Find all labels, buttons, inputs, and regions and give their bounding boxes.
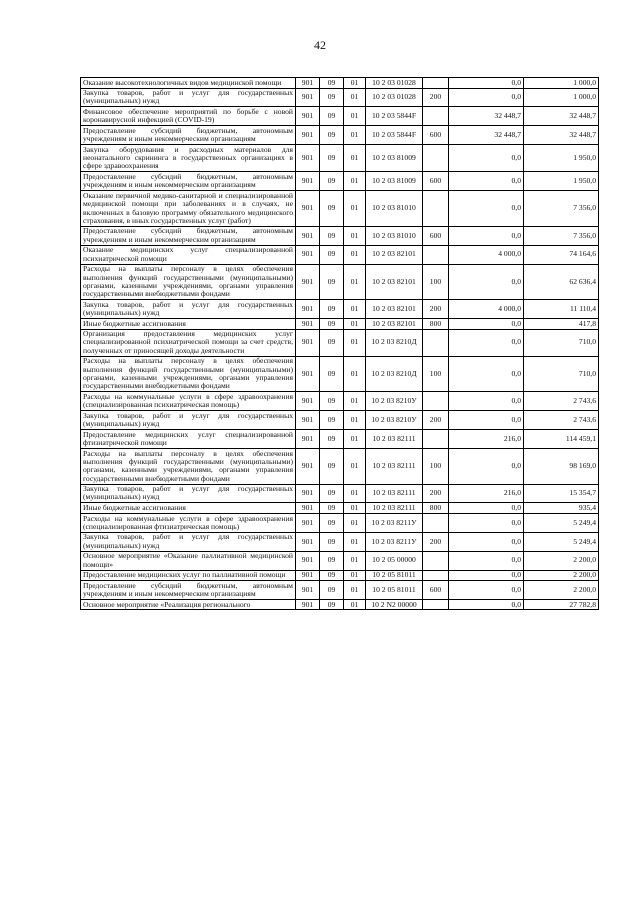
row-amount-total-cell: 1 950,0	[524, 172, 599, 191]
row-expense-type-cell: 100	[423, 356, 449, 392]
row-amount-change-cell: 0,0	[449, 78, 524, 89]
row-amount-change-cell: 32 448,7	[449, 126, 524, 145]
row-target-article-cell: 10 2 03 01028	[366, 78, 423, 89]
row-subsection-cell: 01	[344, 329, 366, 356]
row-expense-type-cell	[423, 599, 449, 610]
row-grbs-cell: 901	[296, 329, 320, 356]
row-amount-total-cell: 2 200,0	[524, 581, 599, 600]
row-name-cell: Основное мероприятие «Реализация регионального	[81, 599, 296, 610]
row-grbs-cell: 901	[296, 570, 320, 581]
table-row	[81, 570, 599, 581]
row-name-cell: Закупка оборудования и расходных материалов для неонатального скрининга в государственных организациях в сфере здравоохранения	[81, 145, 296, 172]
table-row	[81, 172, 599, 191]
row-grbs-cell: 901	[296, 356, 320, 392]
row-amount-change-cell: 32 448,7	[449, 107, 524, 126]
row-amount-change-cell: 0,0	[449, 226, 524, 245]
row-subsection-cell: 01	[344, 448, 366, 484]
row-section-cell: 09	[320, 532, 344, 551]
row-amount-total-cell: 1 000,0	[524, 78, 599, 89]
row-subsection-cell: 01	[344, 191, 366, 227]
row-grbs-cell: 901	[296, 145, 320, 172]
row-target-article-cell: 10 2 05 00000	[366, 551, 423, 570]
table-row	[81, 126, 599, 145]
row-amount-total-cell: 11 110,4	[524, 300, 599, 319]
row-section-cell: 09	[320, 264, 344, 300]
row-amount-change-cell: 0,0	[449, 532, 524, 551]
row-subsection-cell: 01	[344, 430, 366, 449]
table-row	[81, 503, 599, 514]
row-grbs-cell: 901	[296, 245, 320, 264]
row-subsection-cell: 01	[344, 88, 366, 107]
row-expense-type-cell: 200	[423, 532, 449, 551]
row-name-cell: Закупка товаров, работ и услуг для государственных (муниципальных) нужд	[81, 411, 296, 430]
row-name-cell: Расходы на коммунальные услуги в сфере здравоохранения (специализированная фтизиатрическая помощь)	[81, 513, 296, 532]
row-name-cell: Предоставление субсидий бюджетным, автономным учреждениям и иным некоммерческим организациям	[81, 126, 296, 145]
row-expense-type-cell: 800	[423, 319, 449, 330]
row-name-cell: Закупка товаров, работ и услуг для государственных (муниципальных) нужд	[81, 484, 296, 503]
row-amount-total-cell: 15 354,7	[524, 484, 599, 503]
row-amount-change-cell: 0,0	[449, 392, 524, 411]
row-section-cell: 09	[320, 570, 344, 581]
row-target-article-cell: 10 2 03 82101	[366, 245, 423, 264]
row-grbs-cell: 901	[296, 226, 320, 245]
row-section-cell: 09	[320, 107, 344, 126]
row-amount-change-cell: 0,0	[449, 513, 524, 532]
row-section-cell: 09	[320, 599, 344, 610]
row-amount-change-cell: 0,0	[449, 319, 524, 330]
row-amount-change-cell: 0,0	[449, 356, 524, 392]
row-expense-type-cell	[423, 78, 449, 89]
row-amount-total-cell: 935,4	[524, 503, 599, 514]
row-expense-type-cell: 200	[423, 411, 449, 430]
row-subsection-cell: 01	[344, 300, 366, 319]
row-section-cell: 09	[320, 245, 344, 264]
row-grbs-cell: 901	[296, 581, 320, 600]
row-target-article-cell: 10 2 03 82101	[366, 300, 423, 319]
row-amount-total-cell: 62 636,4	[524, 264, 599, 300]
table-row	[81, 484, 599, 503]
row-amount-total-cell: 7 356,0	[524, 191, 599, 227]
row-section-cell: 09	[320, 172, 344, 191]
row-grbs-cell: 901	[296, 599, 320, 610]
row-subsection-cell: 01	[344, 245, 366, 264]
row-grbs-cell: 901	[296, 503, 320, 514]
table-row	[81, 88, 599, 107]
row-target-article-cell: 10 2 03 81010	[366, 191, 423, 227]
row-section-cell: 09	[320, 430, 344, 449]
row-amount-change-cell: 0,0	[449, 503, 524, 514]
row-amount-total-cell: 114 459,1	[524, 430, 599, 449]
row-expense-type-cell	[423, 329, 449, 356]
row-grbs-cell: 901	[296, 484, 320, 503]
table-row	[81, 430, 599, 449]
row-amount-change-cell: 0,0	[449, 570, 524, 581]
row-amount-change-cell: 0,0	[449, 448, 524, 484]
table-row	[81, 581, 599, 600]
row-name-cell: Оказание медицинских услуг специализированной психиатрической помощи	[81, 245, 296, 264]
row-target-article-cell: 10 2 03 8211У	[366, 513, 423, 532]
row-grbs-cell: 901	[296, 448, 320, 484]
row-target-article-cell: 10 2 03 5844F	[366, 126, 423, 145]
table-row	[81, 145, 599, 172]
row-subsection-cell: 01	[344, 107, 366, 126]
row-section-cell: 09	[320, 503, 344, 514]
row-target-article-cell: 10 2 N2 00000	[366, 599, 423, 610]
row-grbs-cell: 901	[296, 430, 320, 449]
row-target-article-cell: 10 2 03 8210Д	[366, 329, 423, 356]
table-row	[81, 551, 599, 570]
row-amount-change-cell: 0,0	[449, 172, 524, 191]
row-amount-total-cell: 32 448,7	[524, 107, 599, 126]
row-grbs-cell: 901	[296, 532, 320, 551]
row-amount-total-cell: 7 356,0	[524, 226, 599, 245]
row-expense-type-cell: 200	[423, 88, 449, 107]
row-subsection-cell: 01	[344, 172, 366, 191]
row-amount-total-cell: 2 200,0	[524, 551, 599, 570]
table-row	[81, 264, 599, 300]
row-amount-change-cell: 0,0	[449, 329, 524, 356]
table-row	[81, 411, 599, 430]
table-row	[81, 599, 599, 610]
row-name-cell: Предоставление субсидий бюджетным, автономным учреждениям и иным некоммерческим организациям	[81, 172, 296, 191]
row-section-cell: 09	[320, 513, 344, 532]
row-target-article-cell: 10 2 03 81009	[366, 172, 423, 191]
row-name-cell: Расходы на коммунальные услуги в сфере здравоохранения (специализированная психиатрическая помощь)	[81, 392, 296, 411]
row-expense-type-cell	[423, 107, 449, 126]
table-row	[81, 78, 599, 89]
table-row	[81, 392, 599, 411]
row-amount-total-cell: 5 249,4	[524, 513, 599, 532]
row-target-article-cell: 10 2 05 81011	[366, 570, 423, 581]
row-amount-total-cell: 74 164,6	[524, 245, 599, 264]
row-grbs-cell: 901	[296, 319, 320, 330]
row-expense-type-cell	[423, 245, 449, 264]
row-name-cell: Финансовое обеспечение мероприятий по борьбе с новой коронавирусной инфекцией (COVID-19)	[81, 107, 296, 126]
row-amount-total-cell: 5 249,4	[524, 532, 599, 551]
table-row	[81, 245, 599, 264]
row-expense-type-cell: 600	[423, 126, 449, 145]
row-name-cell: Закупка товаров, работ и услуг для государственных (муниципальных) нужд	[81, 88, 296, 107]
row-amount-total-cell: 1 950,0	[524, 145, 599, 172]
table-row	[81, 319, 599, 330]
row-section-cell: 09	[320, 88, 344, 107]
row-subsection-cell: 01	[344, 145, 366, 172]
row-subsection-cell: 01	[344, 226, 366, 245]
row-section-cell: 09	[320, 78, 344, 89]
row-amount-total-cell: 710,0	[524, 329, 599, 356]
budget-table	[80, 77, 599, 610]
row-target-article-cell: 10 2 03 8210У	[366, 411, 423, 430]
table-row	[81, 513, 599, 532]
row-grbs-cell: 901	[296, 126, 320, 145]
row-name-cell: Расходы на выплаты персоналу в целях обеспечения выполнения функций государственными (муниципальными) органами, казенными учреждениями, органами управления государственными внебюджетными фондами	[81, 448, 296, 484]
row-subsection-cell: 01	[344, 264, 366, 300]
row-amount-total-cell: 2 743,6	[524, 411, 599, 430]
row-expense-type-cell: 600	[423, 226, 449, 245]
row-subsection-cell: 01	[344, 392, 366, 411]
row-expense-type-cell	[423, 570, 449, 581]
table-row	[81, 191, 599, 227]
row-grbs-cell: 901	[296, 107, 320, 126]
row-amount-change-cell: 216,0	[449, 484, 524, 503]
row-expense-type-cell	[423, 145, 449, 172]
row-amount-change-cell: 0,0	[449, 581, 524, 600]
row-amount-total-cell: 1 000,0	[524, 88, 599, 107]
row-amount-change-cell: 4 000,0	[449, 245, 524, 264]
row-target-article-cell: 10 2 03 82111	[366, 503, 423, 514]
row-expense-type-cell	[423, 430, 449, 449]
row-expense-type-cell	[423, 551, 449, 570]
row-grbs-cell: 901	[296, 78, 320, 89]
row-section-cell: 09	[320, 581, 344, 600]
row-target-article-cell: 10 2 03 82111	[366, 430, 423, 449]
row-section-cell: 09	[320, 551, 344, 570]
row-amount-total-cell: 2 200,0	[524, 570, 599, 581]
row-name-cell: Предоставление медицинских услуг специализированной фтизиатрической помощи	[81, 430, 296, 449]
row-expense-type-cell	[423, 513, 449, 532]
row-section-cell: 09	[320, 356, 344, 392]
row-expense-type-cell	[423, 191, 449, 227]
row-target-article-cell: 10 2 03 5844F	[366, 107, 423, 126]
row-amount-total-cell: 98 169,0	[524, 448, 599, 484]
row-section-cell: 09	[320, 300, 344, 319]
row-target-article-cell: 10 2 03 82101	[366, 319, 423, 330]
row-name-cell: Предоставление субсидий бюджетным, автономным учреждениям и иным некоммерческим организациям	[81, 226, 296, 245]
row-subsection-cell: 01	[344, 513, 366, 532]
row-name-cell: Предоставление субсидий бюджетным, автономным учреждениям и иным некоммерческим организациям	[81, 581, 296, 600]
row-expense-type-cell: 600	[423, 581, 449, 600]
row-amount-change-cell: 0,0	[449, 191, 524, 227]
row-grbs-cell: 901	[296, 264, 320, 300]
row-grbs-cell: 901	[296, 88, 320, 107]
row-amount-change-cell: 0,0	[449, 88, 524, 107]
row-section-cell: 09	[320, 392, 344, 411]
row-subsection-cell: 01	[344, 78, 366, 89]
row-name-cell: Закупка товаров, работ и услуг для государственных (муниципальных) нужд	[81, 532, 296, 551]
page-number: 42	[314, 38, 326, 52]
row-name-cell: Иные бюджетные ассигнования	[81, 503, 296, 514]
row-target-article-cell: 10 2 03 81010	[366, 226, 423, 245]
row-section-cell: 09	[320, 329, 344, 356]
row-section-cell: 09	[320, 226, 344, 245]
budget-table-body	[81, 78, 599, 610]
row-expense-type-cell: 800	[423, 503, 449, 514]
row-amount-total-cell: 417,8	[524, 319, 599, 330]
row-grbs-cell: 901	[296, 300, 320, 319]
row-section-cell: 09	[320, 411, 344, 430]
row-grbs-cell: 901	[296, 513, 320, 532]
row-expense-type-cell: 200	[423, 484, 449, 503]
table-row	[81, 448, 599, 484]
row-target-article-cell: 10 2 03 8211У	[366, 532, 423, 551]
row-name-cell: Иные бюджетные ассигнования	[81, 319, 296, 330]
row-grbs-cell: 901	[296, 392, 320, 411]
row-subsection-cell: 01	[344, 411, 366, 430]
row-target-article-cell: 10 2 05 81011	[366, 581, 423, 600]
row-amount-total-cell: 32 448,7	[524, 126, 599, 145]
table-row	[81, 329, 599, 356]
row-amount-change-cell: 0,0	[449, 411, 524, 430]
row-amount-total-cell: 27 782,8	[524, 599, 599, 610]
row-section-cell: 09	[320, 448, 344, 484]
table-row	[81, 300, 599, 319]
row-amount-total-cell: 2 743,6	[524, 392, 599, 411]
row-subsection-cell: 01	[344, 356, 366, 392]
row-amount-change-cell: 216,0	[449, 430, 524, 449]
row-subsection-cell: 01	[344, 581, 366, 600]
row-grbs-cell: 901	[296, 191, 320, 227]
row-name-cell: Предоставление медицинских услуг по паллиативной помощи	[81, 570, 296, 581]
row-name-cell: Расходы на выплаты персоналу в целях обеспечения выполнения функций государственными (муниципальными) органами, казенными учреждениями, органами управления государственными внебюджетными фондами	[81, 356, 296, 392]
row-expense-type-cell: 100	[423, 264, 449, 300]
row-amount-change-cell: 0,0	[449, 145, 524, 172]
row-subsection-cell: 01	[344, 319, 366, 330]
row-target-article-cell: 10 2 03 8210У	[366, 392, 423, 411]
row-amount-change-cell: 0,0	[449, 551, 524, 570]
row-subsection-cell: 01	[344, 484, 366, 503]
table-row	[81, 356, 599, 392]
row-expense-type-cell: 200	[423, 300, 449, 319]
row-name-cell: Оказание первичной медико-санитарной и специализированной медицинской помощи при заболеваниях и в случаях, не включенных в базовую программу обязательного медицинского страхования, в иных государственных услуг (работ)	[81, 191, 296, 227]
row-section-cell: 09	[320, 191, 344, 227]
row-amount-change-cell: 0,0	[449, 264, 524, 300]
row-name-cell: Закупка товаров, работ и услуг для государственных (муниципальных) нужд	[81, 300, 296, 319]
row-target-article-cell: 10 2 03 82101	[366, 264, 423, 300]
row-amount-total-cell: 710,0	[524, 356, 599, 392]
row-subsection-cell: 01	[344, 532, 366, 551]
row-target-article-cell: 10 2 03 81009	[366, 145, 423, 172]
row-target-article-cell: 10 2 03 01028	[366, 88, 423, 107]
row-section-cell: 09	[320, 145, 344, 172]
row-subsection-cell: 01	[344, 503, 366, 514]
row-section-cell: 09	[320, 319, 344, 330]
row-name-cell: Организация предоставления медицинских услуг специализированной психиатрической помощи за счет средств, полученных от приносящей доходы деятельности	[81, 329, 296, 356]
row-target-article-cell: 10 2 03 82111	[366, 448, 423, 484]
row-grbs-cell: 901	[296, 172, 320, 191]
row-subsection-cell: 01	[344, 551, 366, 570]
table-row	[81, 226, 599, 245]
row-expense-type-cell: 600	[423, 172, 449, 191]
row-target-article-cell: 10 2 03 8210Д	[366, 356, 423, 392]
row-expense-type-cell: 100	[423, 448, 449, 484]
row-section-cell: 09	[320, 126, 344, 145]
row-section-cell: 09	[320, 484, 344, 503]
row-subsection-cell: 01	[344, 126, 366, 145]
row-grbs-cell: 901	[296, 551, 320, 570]
row-target-article-cell: 10 2 03 82111	[366, 484, 423, 503]
row-subsection-cell: 01	[344, 599, 366, 610]
row-name-cell: Расходы на выплаты персоналу в целях обеспечения выполнения функций государственными (муниципальными) органами, казенными учреждениями, органами управления государственными внебюджетными фондами	[81, 264, 296, 300]
row-amount-change-cell: 4 000,0	[449, 300, 524, 319]
row-grbs-cell: 901	[296, 411, 320, 430]
row-subsection-cell: 01	[344, 570, 366, 581]
row-name-cell: Оказание высокотехнологичных видов медицинской помощи	[81, 78, 296, 89]
table-row	[81, 107, 599, 126]
row-expense-type-cell	[423, 392, 449, 411]
row-name-cell: Основное мероприятие «Оказание паллиативной медицинской помощи»	[81, 551, 296, 570]
table-row	[81, 532, 599, 551]
row-amount-change-cell: 0,0	[449, 599, 524, 610]
